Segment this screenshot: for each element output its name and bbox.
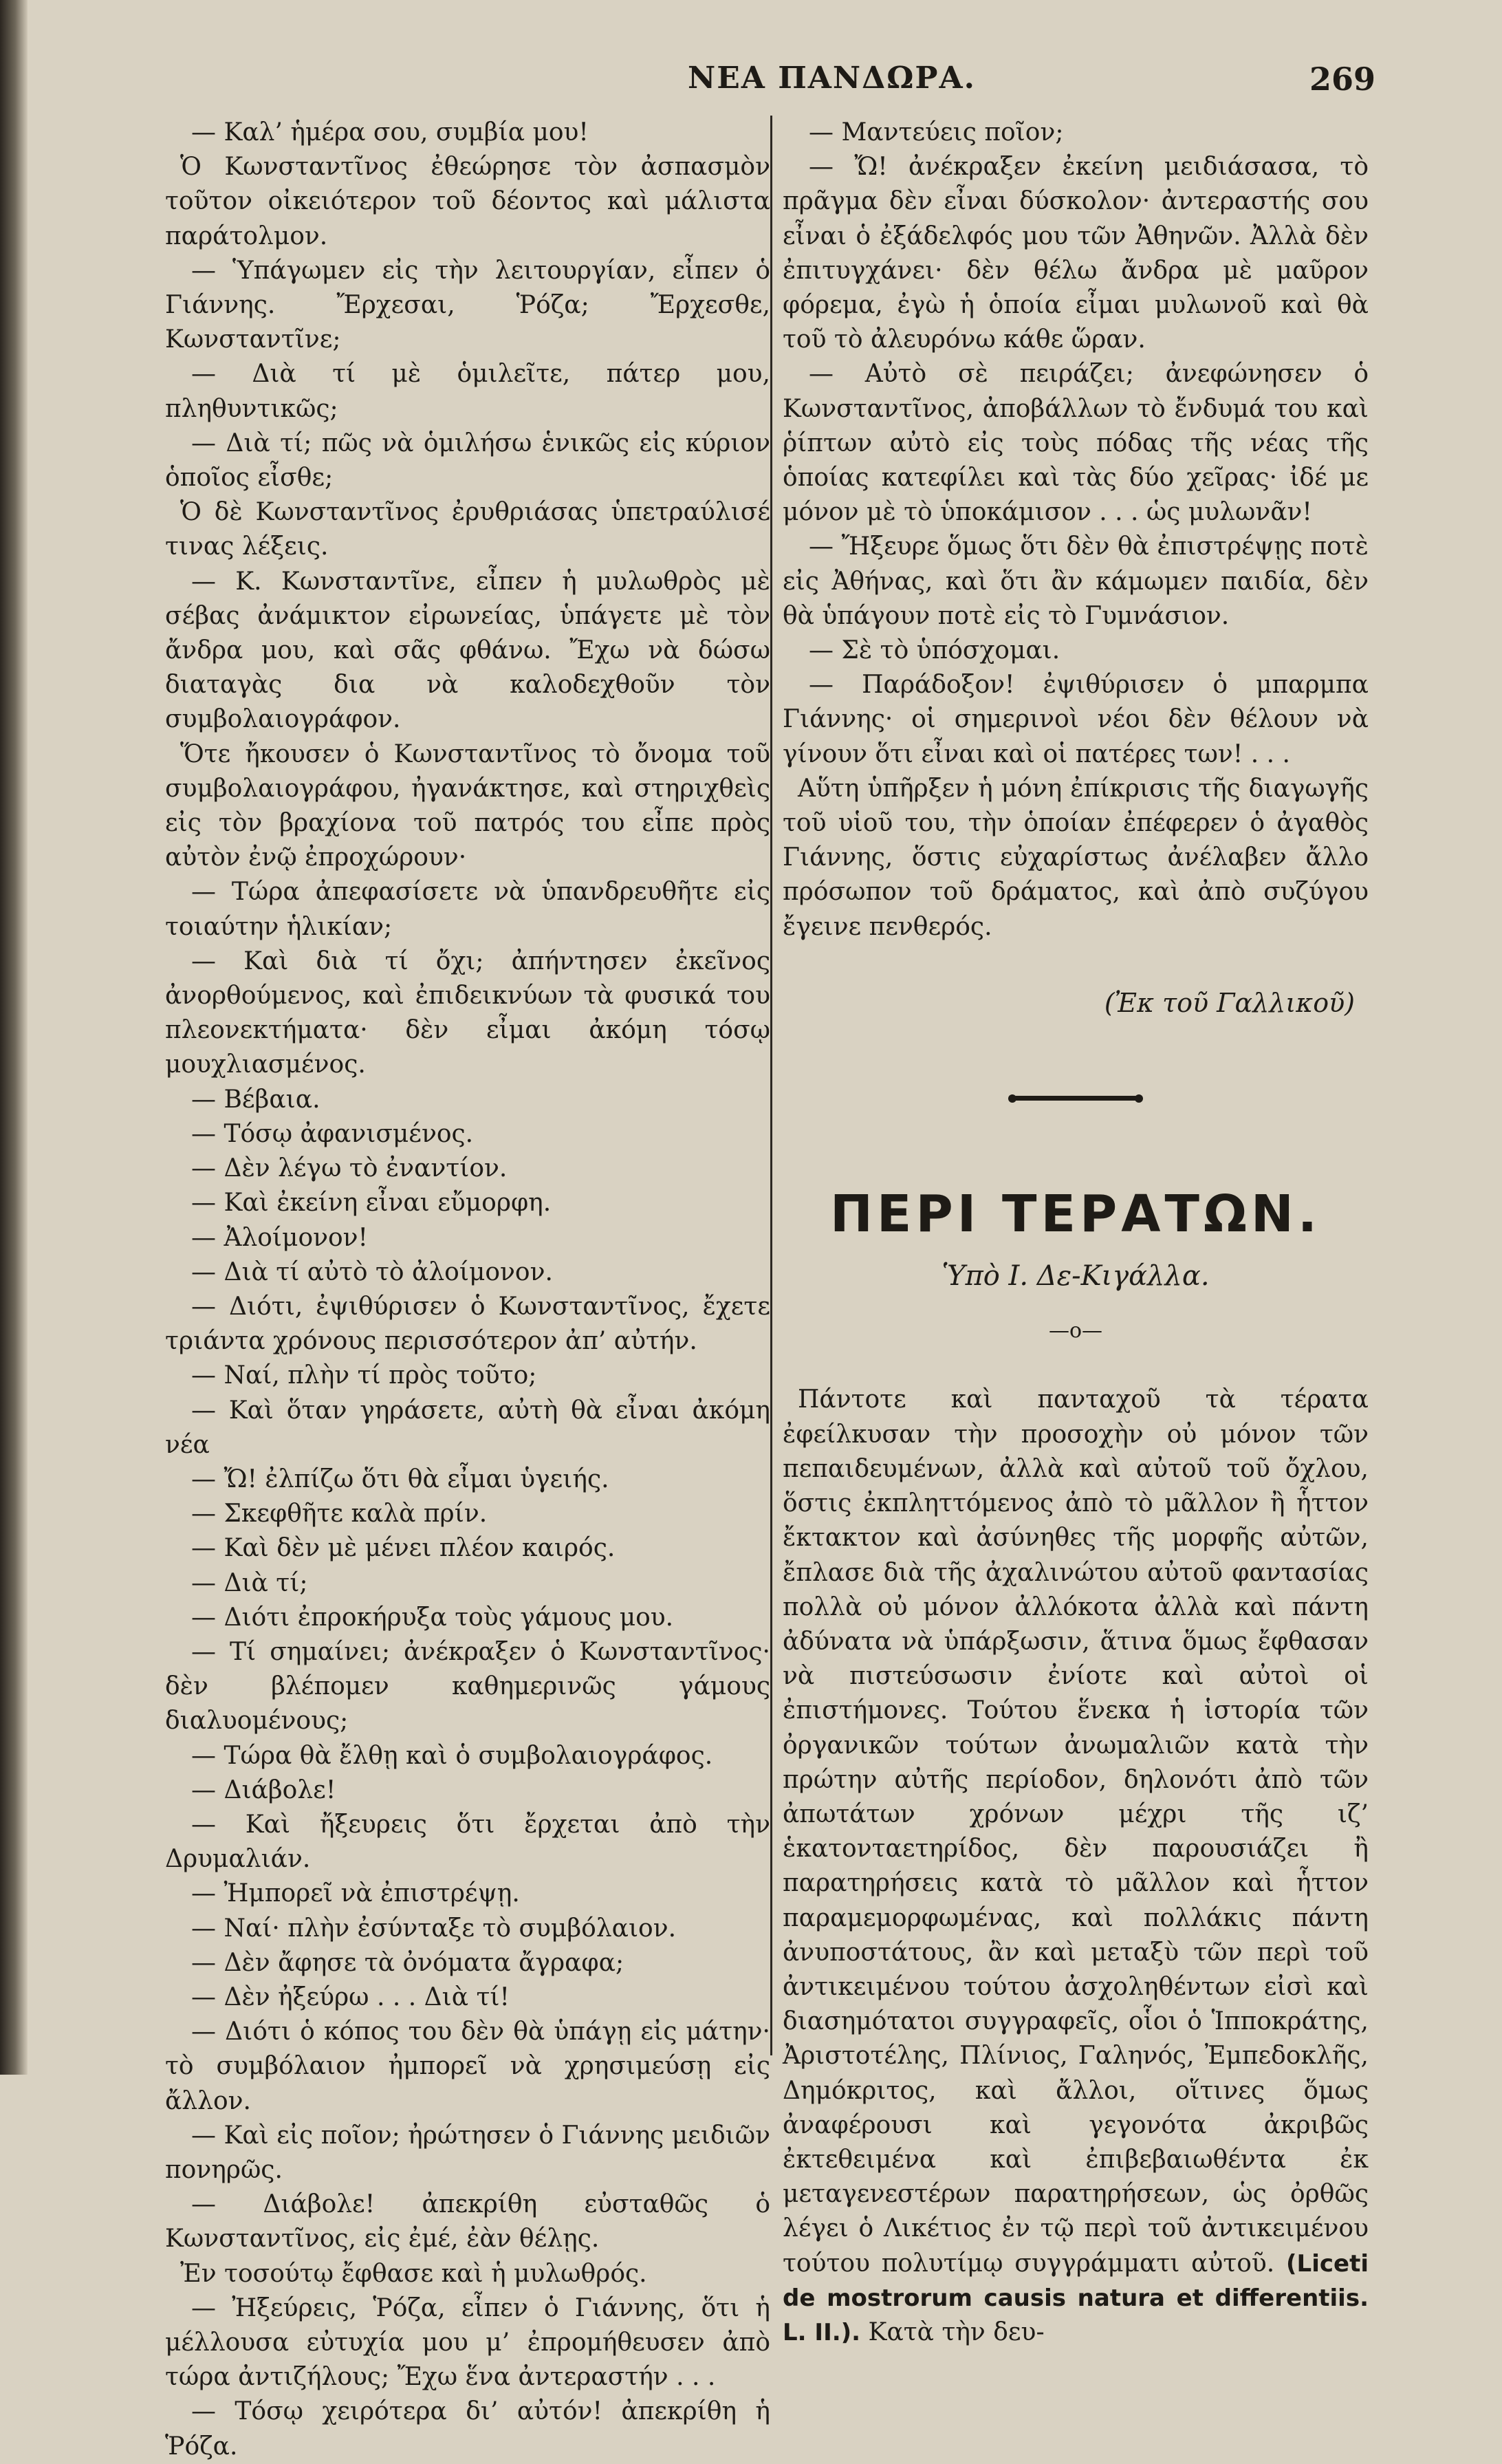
paragraph: — Τόσῳ ἀφανισμένος. [191, 1119, 474, 1148]
page-binding-edge [0, 0, 28, 2075]
paragraph: — Καὶ ἤξευρεις ὅτι ἔρχεται ἀπὸ τὴν Δρυμαλιάν. [165, 1810, 770, 1874]
paragraph: — Δὲν ἠξεύρω . . . Διὰ τί! [191, 1982, 510, 2011]
right-column [783, 116, 1369, 2350]
article-heading: ΠΕΡΙ ΤΕΡΑΤΩΝ. [830, 1185, 1321, 1244]
paragraph: — Διότι ἐπροκήρυξα τοὺς γάμους μου. [191, 1603, 674, 1632]
paragraph: — Σκεφθῆτε καλὰ πρίν. [191, 1500, 488, 1528]
paragraph: — Τί σημαίνει; ἀνέκραξεν ὁ Κωνσταντῖνος· δὲν βλέπομεν καθημερινῶς γάμους διαλυομένους; [165, 1637, 770, 1736]
left-column [165, 116, 770, 2464]
translation-note: (Ἐκ τοῦ Γαλλικοῦ) [1104, 987, 1355, 1018]
section-rule [1014, 1096, 1138, 1101]
paragraph: — Ὤ! ἐλπίζω ὅτι θὰ εἶμαι ὑγειής. [191, 1465, 609, 1493]
paragraph: — Δὲν ἄφησε τὰ ὀνόματα ἄγραφα; [191, 1948, 624, 1977]
paragraph: — Ὑπάγωμεν εἰς τὴν λειτουργίαν, εἶπεν ὁ Γιάννης. Ἔρχεσαι, Ῥόζα; Ἔρχεσθε, Κωνσταντῖνε; [165, 256, 770, 354]
paragraph: — Διὰ τί; πῶς νὰ ὁμιλήσω ἑνικῶς εἰς κύριον ὁποῖος εἶσθε; [165, 429, 770, 493]
paragraph: Ἐν τοσούτῳ ἔφθασε καὶ ἡ μυλωθρός. [180, 2259, 647, 2288]
paragraph: — Μαντεύεις ποῖον; [809, 118, 1064, 147]
paragraph: — Σὲ τὸ ὑπόσχομαι. [809, 636, 1060, 665]
paragraph: — Τώρα ἀπεφασίσετε νὰ ὑπανδρευθῆτε εἰς τοιαύτην ἡλικίαν; [165, 878, 770, 941]
paragraph: — Καὶ διὰ τί ὄχι; ἀπήντησεν ἐκεῖνος ἀνορθούμενος, καὶ ἐπιδεικνύων τὰ φυσικά του πλεονεκτήματα· δὲν εἶμαι ἀκόμη τόσῳ μουχλιασμένος. [165, 947, 770, 1079]
latin-citation: (Liceti de mostrorum causis natura et differentiis. L. II.). [783, 2249, 1369, 2346]
paragraph: — Καὶ ἐκείνη εἶναι εὔμορφη. [191, 1189, 552, 1218]
paragraph: — Διὰ τί αὐτὸ τὸ ἀλοίμονον. [191, 1257, 553, 1286]
article-body: Πάντοτε καὶ πανταχοῦ τὰ τέρατα ἐφείλκυσαν τὴν προσοχὴν οὐ μόνον τῶν πεπαιδευμένων, ἀλλὰ καὶ αὐτοῦ τοῦ ὄχλου, ὅστις ἐκπληττόμενος ἀπὸ τὸ μᾶλλον ἢ ἧττον ἔκτακτον καὶ ἀσύνηθες τῆς μορφῆς αὐτῶν, ἔπλασε διὰ τῆς ἀχαλινώτου αὐτοῦ φαντασίας πολλὰ οὐ μόνον ἀλλόκοτα ἀλλὰ καὶ πάντη ἀδύνατα νὰ ὑπάρξωσιν, ἅτινα ὅμως ἔφθασαν νὰ πιστεύσωσιν ἐνίοτε καὶ αὐτοὶ οἱ ἐπιστήμονες. Τούτου ἕνεκα ἡ ἱστορία τῶν ὀργανικῶν τούτων ἀνωμαλιῶν κατὰ τὴν πρώτην αὐτῆς περίοδον, δηλονότι ἀπὸ τῶν ἀπωτάτων χρόνων μέχρι τῆς ιζ’ ἑκατονταετηρίδος, δὲν παρουσιάζει ἢ παρατηρήσεις κατὰ τὸ μᾶλλον καὶ ἧττον παραμεμορφωμένας, καὶ πολλάκις πάντη ἀνυποστάτους, ἂν καὶ μεταξὺ τῶν περὶ τοῦ ἀντικειμένου τούτου ἀσχοληθέντων εἰσὶ καὶ διασημότατοι συγγραφεῖς, οἷοι ὁ Ἱπποκράτης, Ἀριστοτέλης, Πλίνιος, Γαληνός, Ἐμπεδοκλῆς, Δημόκριτος, καὶ ἄλλοι, οἵτινες ὅμως ἀναφέρουσι καὶ γεγονότα ἀκριβῶς ἐκτεθειμένα καὶ ἐπιβεβαιωθέντα ἐκ μεταγενεστέρων παρατηρήσεων, ὡς ὀρθῶς λέγει ὁ Λικέτιος ἐν τῷ περὶ τοῦ ἀντικειμένου τούτου πολυτίμῳ συγγράμματι αὐτοῦ. [783, 1385, 1369, 2278]
paragraph: Ὁ δὲ Κωνσταντῖνος ἐρυθριάσας ὑπετραύλισέ τινας λέξεις. [165, 498, 770, 561]
paragraph: — Διότι, ἐψιθύρισεν ὁ Κωνσταντῖνος, ἔχετε τριάντα χρόνους περισσότερον ἀπ’ αὐτήν. [165, 1292, 770, 1356]
paragraph: — Καλ’ ἡμέρα σου, συμβία μου! [191, 118, 589, 147]
paragraph: — Διάβολε! ἀπεκρίθη εὐσταθῶς ὁ Κωνσταντῖνος, εἰς ἐμέ, ἐὰν θέλῃς. [165, 2190, 770, 2254]
paragraph: — Ναί· πλὴν ἐσύνταξε τὸ συμβόλαιον. [191, 1914, 677, 1943]
paragraph: — Αὐτὸ σὲ πειράζει; ἀνεφώνησεν ὁ Κωνσταντῖνος, ἀποβάλλων τὸ ἔνδυμά του καὶ ῥίπτων αὐτὸ εἰς τοὺς πόδας τῆς νέας τῆς ὁποίας κατεφίλει καὶ τὰς δύο χεῖρας· ἰδέ με μόνον μὲ τὸ ὑποκάμισον . . . ὡς μυλωνᾶν! [783, 360, 1369, 527]
paragraph: — Ἠμπορεῖ νὰ ἐπιστρέψῃ. [191, 1879, 520, 1908]
paragraph: Ὁ Κωνσταντῖνος ἐθεώρησε τὸν ἀσπασμὸν τοῦτον οἰκειότερον τοῦ δέοντος καὶ μάλιστα παράτολμον. [165, 153, 770, 250]
paragraph: — Βέβαια. [191, 1085, 320, 1114]
page-header [688, 61, 1375, 102]
paragraph: — Τώρα θὰ ἔλθῃ καὶ ὁ συμβολαιογράφος. [191, 1741, 713, 1770]
paragraph: — Διάβολε! [191, 1775, 336, 1804]
page-number: 269 [1309, 61, 1375, 98]
paragraph: — Ναί, πλὴν τί πρὸς τοῦτο; [191, 1361, 537, 1390]
paragraph: — Καὶ ὅταν γηράσετε, αὐτὴ θὰ εἶναι ἀκόμη νέα [165, 1396, 770, 1459]
article-byline: Ὑπὸ Ι. Δε-Κιγάλλα. [942, 1260, 1210, 1293]
article-paragraph [783, 1383, 1369, 2350]
paragraph: — Καὶ εἰς ποῖον; ἠρώτησεν ὁ Γιάννης μειδιῶν πονηρῶς. [165, 2121, 770, 2184]
ornament: —o— [1048, 1319, 1103, 1343]
paragraph: — Τόσῳ χειρότερα δι’ αὐτόν! ἀπεκρίθη ἡ Ῥόζα. [165, 2397, 770, 2461]
paragraph: Αὕτη ὑπῆρξεν ἡ μόνη ἐπίκρισις τῆς διαγωγῆς τοῦ υἱοῦ του, τὴν ὁποίαν ἐπέφερεν ὁ ἀγαθὸς Γιάννης, ὅστις εὐχαρίστως ἀνέλαβεν ἄλλο πρόσωπον τοῦ δράματος, καὶ ἀπὸ συζύγου ἔγεινε πενθερός. [783, 774, 1369, 941]
paragraph: — Καὶ δὲν μὲ μένει πλέον καιρός. [191, 1534, 616, 1563]
paragraph: — Διότι ὁ κόπος του δὲν θὰ ὑπάγῃ εἰς μάτην· τὸ συμβόλαιον ἠμπορεῖ νὰ χρησιμεύσῃ εἰς ἄλλον. [165, 2018, 770, 2115]
paragraph: — Κ. Κωνσταντῖνε, εἶπεν ἡ μυλωθρὸς μὲ σέβας ἀνάμικτον εἰρωνείας, ὑπάγετε μὲ τὸν ἄνδρα μου, καὶ σᾶς φθάνω. Ἔχω νὰ δώσω διαταγὰς δια νὰ καλοδεχθοῦν τὸν συμβολαιογράφον. [165, 567, 770, 734]
paragraph: — Ἠξεύρεις, Ῥόζα, εἶπεν ὁ Γιάννης, ὅτι ἡ μέλλουσα εὐτυχία μου μ’ ἐπρομήθευσεν ἀπὸ τώρα ἀντιζήλους; Ἔχω ἕνα ἀντεραστήν . . . [165, 2293, 770, 2392]
paragraph: Ὅτε ἤκουσεν ὁ Κωνσταντῖνος τὸ ὄνομα τοῦ συμβολαιογράφου, ἠγανάκτησε, καὶ στηριχθεὶς εἰς τὸν βραχίονα τοῦ πατρός του εἶπε πρὸς αὐτὸν ἐνῷ ἐπροχώρουν· [165, 739, 770, 872]
journal-title: ΝΕΑ ΠΑΝΔΩΡΑ. [688, 61, 976, 96]
paragraph: — Δὲν λέγω τὸ ἐναντίον. [191, 1154, 508, 1183]
paragraph: — Ὤ! ἀνέκραξεν ἐκείνη μειδιάσασα, τὸ πρᾶγμα δὲν εἶναι δύσκολον· ἀντεραστής σου εἶναι ὁ ἐξάδελφός μου τῶν Ἀθηνῶν. Ἀλλὰ δὲν ἐπιτυγχάνει· δὲν θέλω ἄνδρα μὲ μαῦρον φόρεμα, ἐγὼ ἡ ὁποία εἶμαι μυλωνοῦ καὶ θὰ τοῦ τὸ ἀλευρόνω κάθε ὥραν. [783, 153, 1369, 354]
paragraph: — Παράδοξον! ἐψιθύρισεν ὁ μπαρμπα Γιάννης· οἱ σημερινοὶ νέοι δὲν θέλουν νὰ γίνουν ὅτι εἶναι καὶ οἱ πατέρες των! . . . [783, 671, 1369, 768]
article-tail: Κατὰ τὴν δευ- [868, 2317, 1045, 2346]
paragraph: — Διὰ τί; [191, 1568, 308, 1597]
column-divider [770, 116, 772, 2055]
paragraph: — Ἤξευρε ὅμως ὅτι δὲν θὰ ἐπιστρέψῃς ποτὲ εἰς Ἀθήνας, καὶ ὅτι ἂν κάμωμεν παιδία, δὲν θὰ ὑπάγουν ποτὲ εἰς τὸ Γυμνάσιον. [783, 532, 1369, 630]
paragraph: — Ἀλοίμονον! [191, 1223, 369, 1252]
paragraph: — Διὰ τί μὲ ὁμιλεῖτε, πάτερ μου, πληθυντικῶς; [165, 360, 770, 423]
story-ending [783, 116, 1369, 944]
